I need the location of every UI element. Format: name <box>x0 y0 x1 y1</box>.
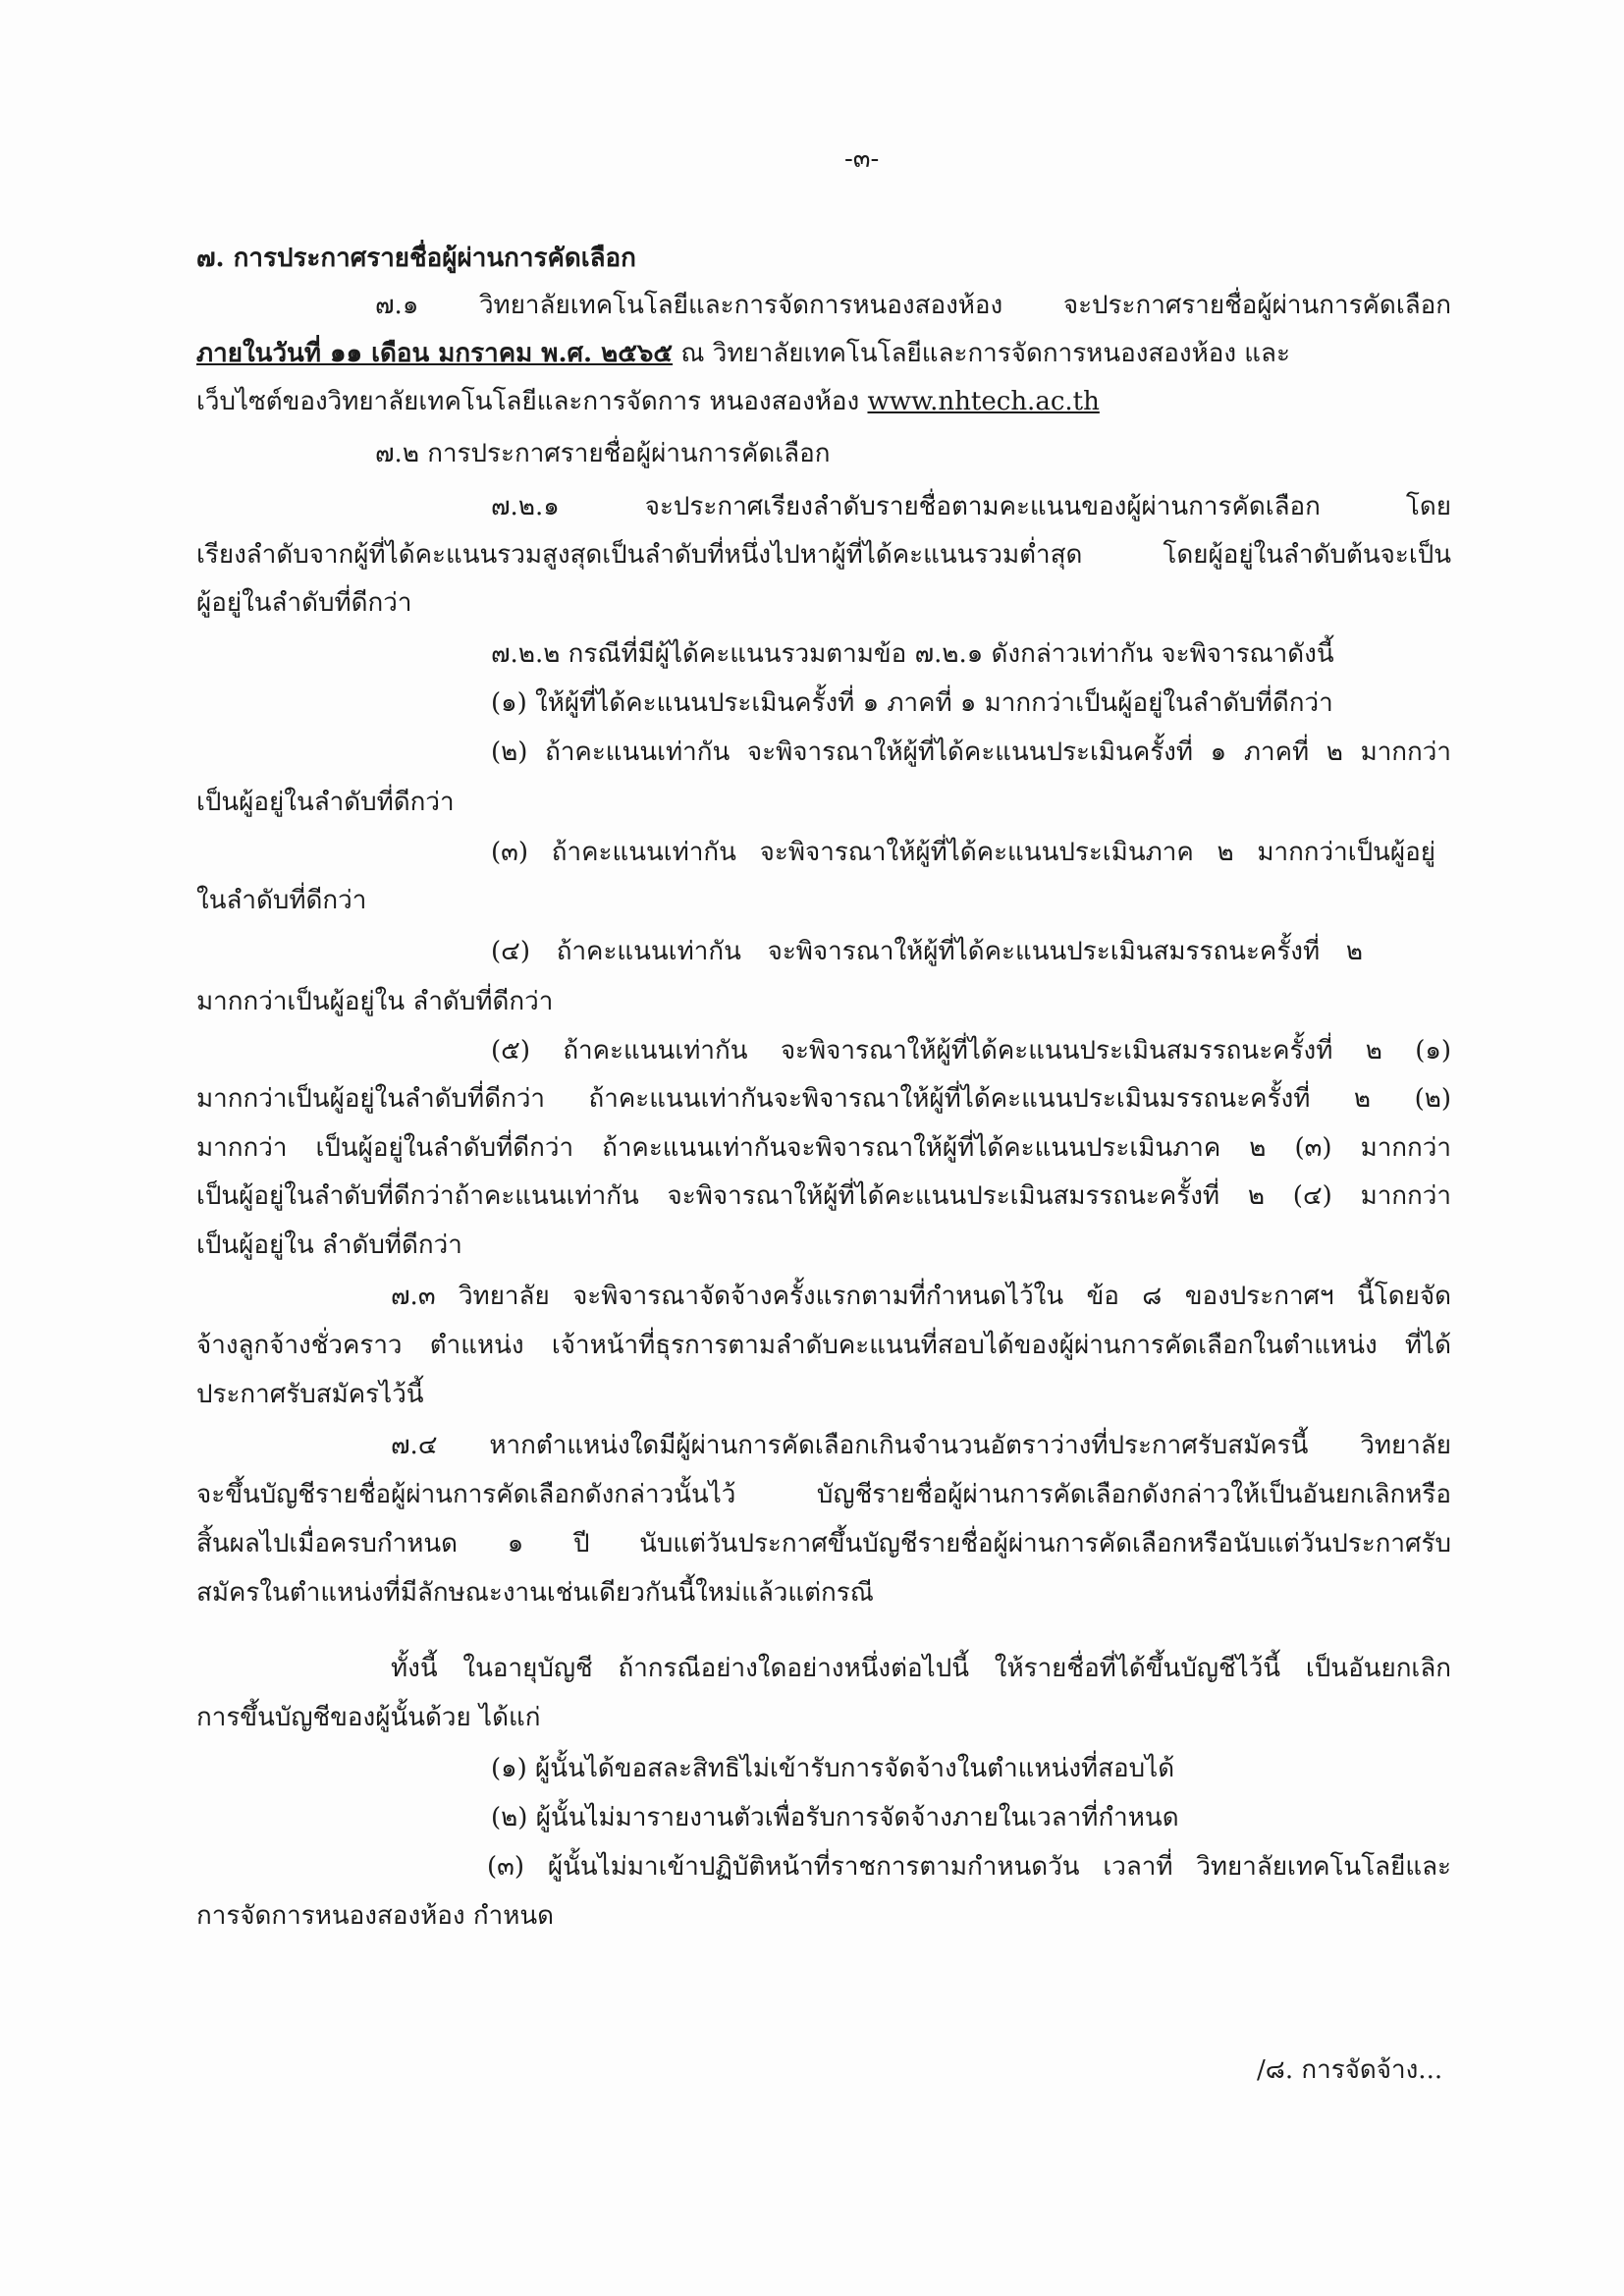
p721-line1: ๗.๒.๑ จะประกาศเรียงลำดับรายชื่อตามคะแนนของผู้ผ่านการคัดเลือก โดย <box>491 492 1451 521</box>
p72-heading: ๗.๒ การประกาศรายชื่อผู้ผ่านการคัดเลือก <box>375 439 831 468</box>
p722-item5-line3: มากกว่า เป็นผู้อยู่ในลำดับที่ดีกว่า ถ้าคะแนนเท่ากันจะพิจารณาให้ผู้ที่ได้คะแนนประเมินภาค ๒ (๓) มากกว่า <box>196 1133 1451 1163</box>
p71-line2 <box>196 334 1290 373</box>
p722-item3-line2: ในลำดับที่ดีกว่า <box>196 886 367 915</box>
cancel-item1: (๑) ผู้นั้นได้ขอสละสิทธิไม่เข้ารับการจัดจ้างในตำแหน่งที่สอบได้ <box>491 1754 1175 1783</box>
website-link[interactable]: www.nhtech.ac.th <box>867 387 1100 416</box>
p722-item4-line2: มากกว่าเป็นผู้อยู่ใน ลำดับที่ดีกว่า <box>196 987 554 1016</box>
p722-item5-line4: เป็นผู้อยู่ในลำดับที่ดีกว่าถ้าคะแนนเท่ากัน จะพิจารณาให้ผู้ที่ได้คะแนนประเมินสมรรถนะครั้งที่ ๒ (๔) มากกว่า <box>196 1181 1451 1211</box>
p722-item3-line1: (๓) ถ้าคะแนนเท่ากัน จะพิจารณาให้ผู้ที่ได้คะแนนประเมินภาค ๒ มากกว่าเป็นผู้อยู่ <box>491 838 1435 867</box>
p71-line1: ๗.๑ วิทยาลัยเทคโนโลยีและการจัดการหนองสองห้อง จะประกาศรายชื่อผู้ผ่านการคัดเลือก <box>375 291 1451 320</box>
p721-line2: เรียงลำดับจากผู้ที่ได้คะแนนรวมสูงสุดเป็นลำดับที่หนึ่งไปหาผู้ที่ได้คะแนนรวมต่ำสุด โดยผู้อยู่ในลำดับต้นจะเป็น <box>196 540 1451 570</box>
cancel-item3-line2: การจัดการหนองสองห้อง กำหนด <box>196 1901 554 1931</box>
p722-item5-line1: (๕) ถ้าคะแนนเท่ากัน จะพิจารณาให้ผู้ที่ได้คะแนนประเมินสมรรถนะครั้งที่ ๒ (๑) <box>491 1036 1451 1066</box>
p73-line3: ประกาศรับสมัครไว้นี้ <box>196 1380 424 1409</box>
p722-item4-line1: (๔) ถ้าคะแนนเท่ากัน จะพิจารณาให้ผู้ที่ได้คะแนนประเมินสมรรถนะครั้งที่ ๒ <box>491 937 1363 966</box>
p722-item2-line1: (๒) ถ้าคะแนนเท่ากัน จะพิจารณาให้ผู้ที่ได้คะแนนประเมินครั้งที่ ๑ ภาคที่ ๒ มากกว่า <box>491 738 1451 767</box>
cancel-item2: (๒) ผู้นั้นไม่มารายงานตัวเพื่อรับการจัดจ้างภายในเวลาที่กำหนด <box>491 1803 1179 1832</box>
cancel-line2: การขึ้นบัญชีของผู้นั้นด้วย ได้แก่ <box>196 1703 541 1732</box>
p71-line3 <box>196 382 1100 421</box>
p722-item2-line2: เป็นผู้อยู่ในลำดับที่ดีกว่า <box>196 788 455 817</box>
p73-line2: จ้างลูกจ้างชั่วคราว ตำแหน่ง เจ้าหน้าที่ธุรการตามลำดับคะแนนที่สอบได้ของผู้ผ่านการคัดเลือกในตำแหน่ง ที่ได้ <box>196 1331 1451 1360</box>
p71-line2-rest: ณ วิทยาลัยเทคโนโลยีและการจัดการหนองสองห้อง และ <box>673 339 1290 368</box>
announce-date: ภายในวันที่ ๑๑ เดือน มกราคม พ.ศ. ๒๕๖๕ <box>196 339 674 368</box>
p722-heading: ๗.๒.๒ กรณีที่มีผู้ได้คะแนนรวมตามข้อ ๗.๒.๑ ดังกล่าวเท่ากัน จะพิจารณาดังนี้ <box>491 639 1334 669</box>
p722-item1: (๑) ให้ผู้ที่ได้คะแนนประเมินครั้งที่ ๑ ภาคที่ ๑ มากกว่าเป็นผู้อยู่ในลำดับที่ดีกว่า <box>491 688 1333 718</box>
cancel-line1: ทั้งนี้ ในอายุบัญชี ถ้ากรณีอย่างใดอย่างหนึ่งต่อไปนี้ ให้รายชื่อที่ได้ขึ้นบัญชีไว้นี้ เป็นอันยกเลิก <box>391 1654 1451 1683</box>
page-number: -๓- <box>844 144 880 174</box>
p74-line3: สิ้นผลไปเมื่อครบกำหนด ๑ ปี นับแต่วันประกาศขึ้นบัญชีรายชื่อผู้ผ่านการคัดเลือกหรือนับแต่วันประกาศรับ <box>196 1529 1451 1558</box>
p74-line4: สมัครในตำแหน่งที่มีลักษณะงานเช่นเดียวกันนี้ใหม่แล้วแต่กรณี <box>196 1578 874 1608</box>
p74-line1: ๗.๔ หากตำแหน่งใดมีผู้ผ่านการคัดเลือกเกินจำนวนอัตราว่างที่ประกาศรับสมัครนี้ วิทยาลัย <box>391 1431 1451 1460</box>
p722-item5-line2: มากกว่าเป็นผู้อยู่ในลำดับที่ดีกว่า ถ้าคะแนนเท่ากันจะพิจารณาให้ผู้ที่ได้คะแนนประเมินมรรถนะครั้งที่ ๒ (๒) <box>196 1084 1451 1114</box>
cancel-item3-line1: (๓) ผู้นั้นไม่มาเข้าปฏิบัติหน้าที่ราชการตามกำหนดวัน เวลาที่ วิทยาลัยเทคโนโลยีและ <box>487 1852 1451 1882</box>
p71-line3-text: เว็บไซต์ของวิทยาลัยเทคโนโลยีและการจัดการ หนองสองห้อง <box>196 387 868 416</box>
next-page-continuation: /๘. การจัดจ้าง... <box>1257 2055 1443 2085</box>
p73-line1: ๗.๓ วิทยาลัย จะพิจารณาจัดจ้างครั้งแรกตามที่กำหนดไว้ใน ข้อ ๘ ของประกาศฯ นี้โดยจัด <box>391 1282 1451 1311</box>
section-title: ๗. การประกาศรายชื่อผู้ผ่านการคัดเลือก <box>196 244 636 273</box>
p722-item5-line5: เป็นผู้อยู่ใน ลำดับที่ดีกว่า <box>196 1230 462 1260</box>
p721-line3: ผู้อยู่ในลำดับที่ดีกว่า <box>196 588 412 618</box>
p74-line2: จะขึ้นบัญชีรายชื่อผู้ผ่านการคัดเลือกดังกล่าวนั้นไว้ บัญชีรายชื่อผู้ผ่านการคัดเลือกดังกล่าวให้เป็นอันยกเลิกหรือ <box>196 1480 1451 1509</box>
